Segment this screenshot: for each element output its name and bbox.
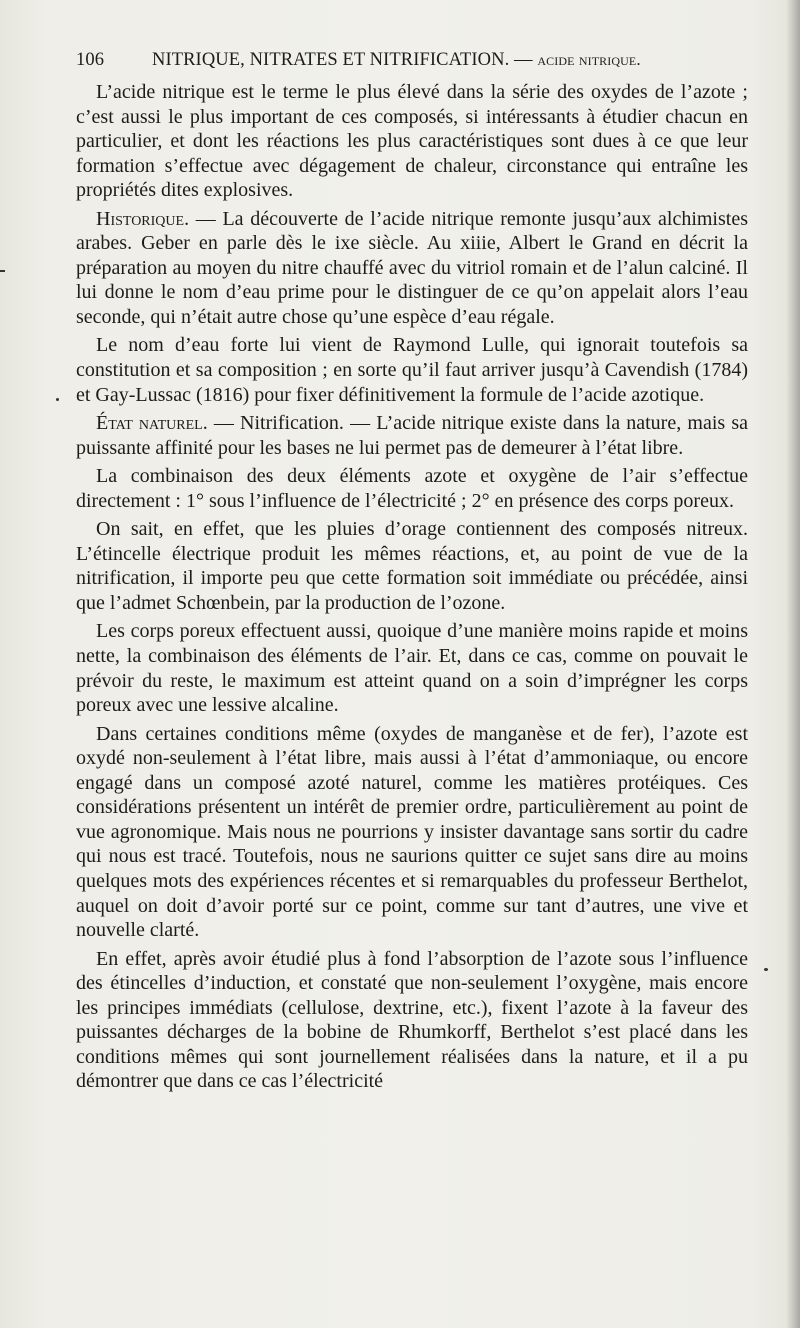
paragraph-text: La combinaison des deux éléments azote et oxygène de l’air s’effectue directement : 1° sous l’influence de l’électricité ; 2° en présence des corps poreux. <box>76 465 748 512</box>
paragraph-text: Les corps poreux effectuent aussi, quoique d’une manière moins rapide et moins nette, la combinaison des éléments de l’air. Et, dans ce cas, comme on pouvait le prévoir du reste, le maximum est atteint quand on a soin d’imprégner les corps poreux avec une lessive alcaline. <box>76 620 748 717</box>
running-title <box>152 50 641 71</box>
margin-mark <box>56 398 59 401</box>
paragraph <box>76 80 748 203</box>
page-edge-shadow <box>786 0 800 1328</box>
running-title-main: NITRIQUE, NITRATES ET NITRIFICATION. — <box>152 50 533 70</box>
paragraph <box>76 619 748 717</box>
paragraph-text: On sait, en effet, que les pluies d’orage contiennent des composés nitreux. L’étincelle électrique produit les mêmes réactions, et, au point de vue de la nitrification, il importe peu que cette formation soit immédiate ou précédée, ainsi que l’admet Schœnbein, par la production de l’ozone. <box>76 518 748 614</box>
paragraph <box>76 333 748 407</box>
running-title-sub: acide nitrique. <box>537 50 641 69</box>
paragraph <box>76 464 748 513</box>
paragraph <box>76 517 748 615</box>
paragraph <box>76 207 748 330</box>
paragraph-text: — Nitrification. — L’acide nitrique existe dans la nature, mais sa puissante affinité pour les bases ne lui permet pas de demeurer à l’état libre. <box>76 412 748 459</box>
running-header <box>76 50 756 74</box>
section-heading: État naturel. <box>96 412 208 435</box>
paragraph-text: — La découverte de l’acide nitrique remonte jusqu’aux alchimistes arabes. Geber en parle dès le ixe siècle. Au xiiie, Albert le Grand en décrit la préparation au moyen du nitre chauffé avec du vitriol romain et de l’alun calciné. Il lui donne le nom d’eau prime pour le distinguer de ce qu’on appelait alors l’eau seconde, qui n’était autre chose qu’une espèce d’eau régale. <box>76 207 748 328</box>
paragraph <box>76 411 748 460</box>
paragraph <box>76 947 748 1094</box>
paragraph-text: Dans certaines conditions même (oxydes de manganèse et de fer), l’azote est oxydé non-seulement à l’état libre, mais aussi à l’état d’ammoniaque, ou encore engagé dans un composé azoté naturel, comme les matières protéiques. Ces considérations présentent un intérêt de premier ordre, particulièrement au point de vue agronomique. Mais nous ne pourrions y insister davantage sans sortir du cadre qui nous est tracé. Toutefois, nous ne saurions quitter ce sujet sans dire au moins quelques mots des expériences récentes et si remarquables du professeur Berthelot, auquel on doit d’avoir porté sur ce point, comme sur tant d’autres, une vive et nouvelle clarté. <box>76 722 748 942</box>
margin-mark <box>764 968 768 971</box>
paragraph-text: En effet, après avoir étudié plus à fond l’absorption de l’azote sous l’influence des étincelles d’induction, et constaté que non-seulement l’oxygène, mais encore les principes immédiats (cellulose, dextrine, etc.), fixent l’azote à la faveur des puissantes décharges de la bobine de Rhumkorff, Berthelot s’est placé dans les conditions mêmes qui sont journellement réalisées dans la nature, et il a pu démontrer que dans ce cas l’électricité <box>76 947 748 1093</box>
paragraph-text: Le nom d’eau forte lui vient de Raymond Lulle, qui ignorait toutefois sa constitution et sa composition ; en sorte qu’il faut arriver jusqu’à Cavendish (1784) et Gay-Lussac (1816) pour fixer définitivement la formule de l’acide azotique. <box>76 334 748 406</box>
body-text <box>76 80 748 1098</box>
paragraph-text: L’acide nitrique est le terme le plus élevé dans la série des oxydes de l’azote ; c’est aussi le plus important de ces composés, si intéressants à étudier chacun en particulier, et dont les réactions les plus caractéristiques sont dues à ce que leur formation s’effectue avec dégagement de chaleur, circonstance qui entraîne les propriétés dites explosives. <box>76 81 748 202</box>
margin-mark <box>0 270 5 272</box>
page-number: 106 <box>76 50 105 70</box>
paragraph <box>76 722 748 943</box>
section-heading: Historique. <box>96 207 190 230</box>
